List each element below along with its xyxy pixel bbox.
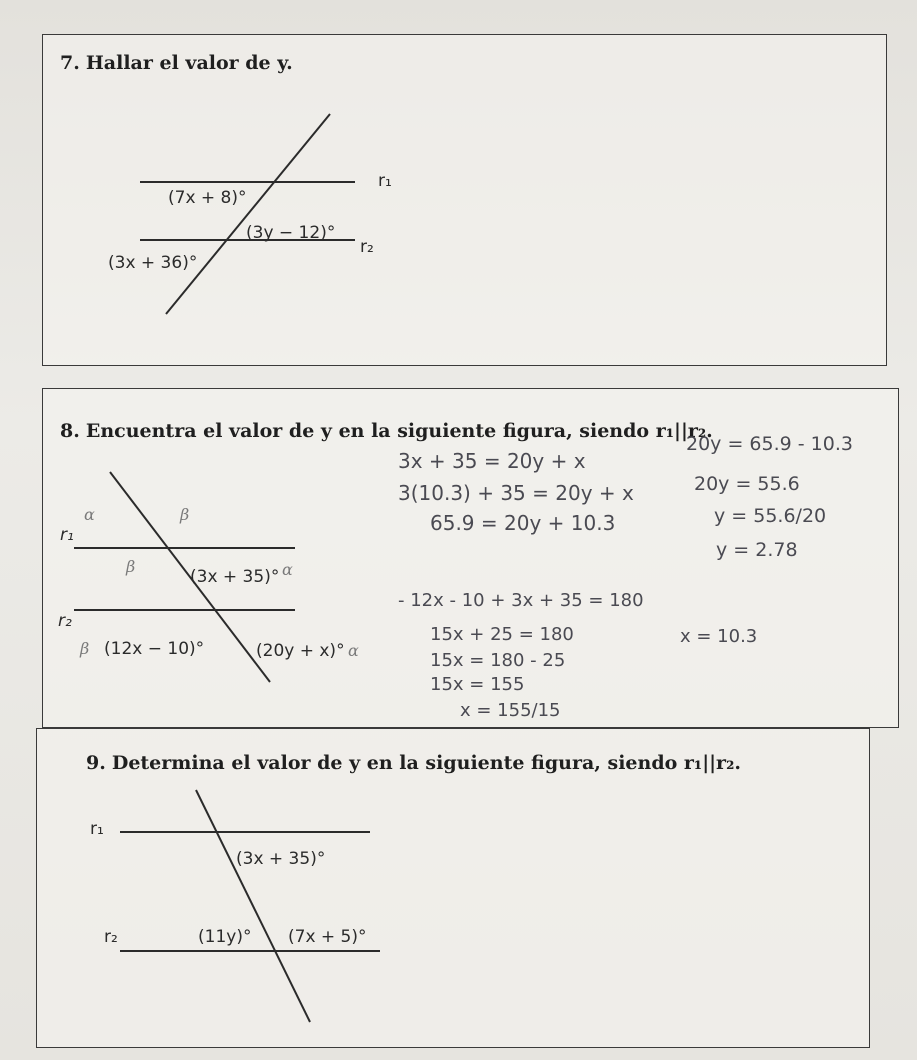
handwriting-line: - 12x - 10 + 3x + 35 = 180 bbox=[398, 590, 644, 611]
handwritten-beta-mark: β bbox=[126, 557, 136, 576]
angle-3x-35: (3x + 35)° bbox=[236, 849, 326, 869]
handwriting-line: 20y = 55.6 bbox=[694, 473, 800, 495]
angle-3x-35: (3x + 35)° bbox=[190, 567, 280, 587]
handwritten-beta-mark: β bbox=[80, 639, 90, 658]
handwritten-alpha-mark: α bbox=[282, 560, 293, 579]
angle-3y-12: (3y − 12)° bbox=[246, 223, 336, 243]
question-text: Determina el valor de y en la siguiente figura, siendo r₁||r₂. bbox=[111, 752, 742, 774]
handwriting-line: y = 55.6/20 bbox=[714, 505, 827, 527]
question-text: Encuentra el valor de y en la siguiente figura, siendo r₁||r₂. bbox=[85, 420, 713, 442]
handwritten-beta-mark: β bbox=[180, 505, 190, 524]
transversal-line bbox=[196, 790, 310, 1022]
label-r2: r₂ bbox=[104, 927, 118, 947]
handwriting-line: 20y = 65.9 - 10.3 bbox=[686, 433, 853, 455]
angle-12x-10: (12x − 10)° bbox=[104, 639, 205, 659]
handwriting-line: x = 10.3 bbox=[680, 626, 758, 647]
label-r1: r₁ bbox=[90, 819, 104, 839]
handwritten-alpha-mark: α bbox=[348, 641, 359, 660]
question-number: 8. bbox=[60, 420, 80, 442]
handwriting-line: 3x + 35 = 20y + x bbox=[398, 449, 586, 473]
label-r1: r₁ bbox=[60, 525, 74, 545]
angle-20y-x: (20y + x)° bbox=[256, 641, 345, 661]
angle-7x-8: (7x + 8)° bbox=[168, 188, 247, 208]
label-r1: r₁ bbox=[378, 171, 392, 191]
angle-11y: (11y)° bbox=[198, 927, 252, 947]
question-text: Hallar el valor de y. bbox=[85, 52, 293, 74]
angle-3x-36: (3x + 36)° bbox=[108, 253, 198, 273]
handwriting-line: 65.9 = 20y + 10.3 bbox=[430, 511, 616, 535]
label-r2: r₂ bbox=[58, 611, 72, 631]
question-number: 7. bbox=[60, 52, 80, 74]
angle-7x-5: (7x + 5)° bbox=[288, 927, 367, 947]
handwriting-line: x = 155/15 bbox=[460, 700, 561, 721]
handwriting-line: 15x = 155 bbox=[430, 674, 525, 695]
handwriting-line: 3(10.3) + 35 = 20y + x bbox=[398, 481, 634, 505]
handwriting-line: 15x + 25 = 180 bbox=[430, 624, 574, 645]
handwriting-line: y = 2.78 bbox=[716, 539, 798, 561]
handwriting-line: 15x = 180 - 25 bbox=[430, 650, 566, 671]
handwritten-alpha-mark: α bbox=[84, 505, 95, 524]
label-r2: r₂ bbox=[360, 237, 374, 257]
question-number: 9. bbox=[86, 752, 106, 774]
